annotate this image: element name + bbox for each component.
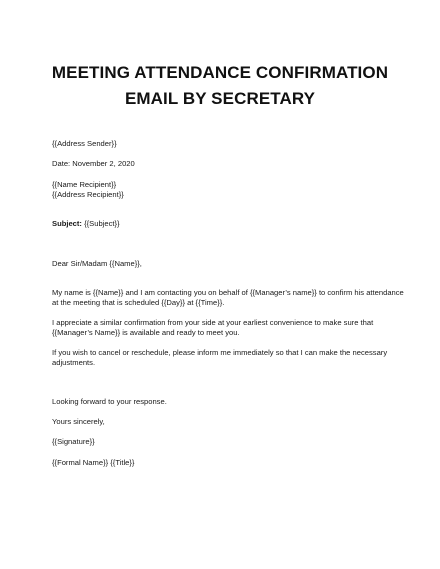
paragraph-2-line-2: {{Manager’s Name}} is available and ready to meet you.	[52, 328, 240, 337]
paragraph-3-line-2: adjustments.	[52, 358, 96, 367]
name-recipient: {{Name Recipient}}	[52, 180, 117, 189]
address-sender: {{Address Sender}}	[52, 139, 117, 148]
sign-off: Yours sincerely,	[52, 417, 105, 426]
paragraph-2-line-1: I appreciate a similar confirmation from your side at your earliest convenience to make sure that	[52, 318, 374, 327]
subject-line	[52, 219, 120, 229]
salutation: Dear Sir/Madam {{Name}},	[52, 259, 142, 268]
signature: {{Signature}}	[52, 437, 95, 446]
paragraph-1-line-2: at the meeting that is scheduled {{Day}} at {{Time}}.	[52, 298, 225, 307]
closing-line: Looking forward to your response.	[52, 397, 167, 406]
document-title-line-2: EMAIL BY SECRETARY	[124, 89, 316, 108]
letter-date: Date: November 2, 2020	[52, 159, 135, 168]
subject-value: {{Subject}}	[81, 219, 120, 228]
paragraph-1-line-1: My name is {{Name}} and I am contacting you on behalf of {{Manager’s name}} to confirm his attendance	[52, 288, 404, 297]
subject-label: Subject:	[52, 219, 82, 228]
address-recipient: {{Address Recipient}}	[52, 190, 124, 199]
paragraph-3-line-1: If you wish to cancel or reschedule, please inform me immediately so that I can make the necessary	[52, 348, 388, 357]
formal-name-title: {{Formal Name}} {{Title}}	[52, 458, 135, 467]
document-title-line-1: MEETING ATTENDANCE CONFIRMATION	[51, 63, 389, 82]
